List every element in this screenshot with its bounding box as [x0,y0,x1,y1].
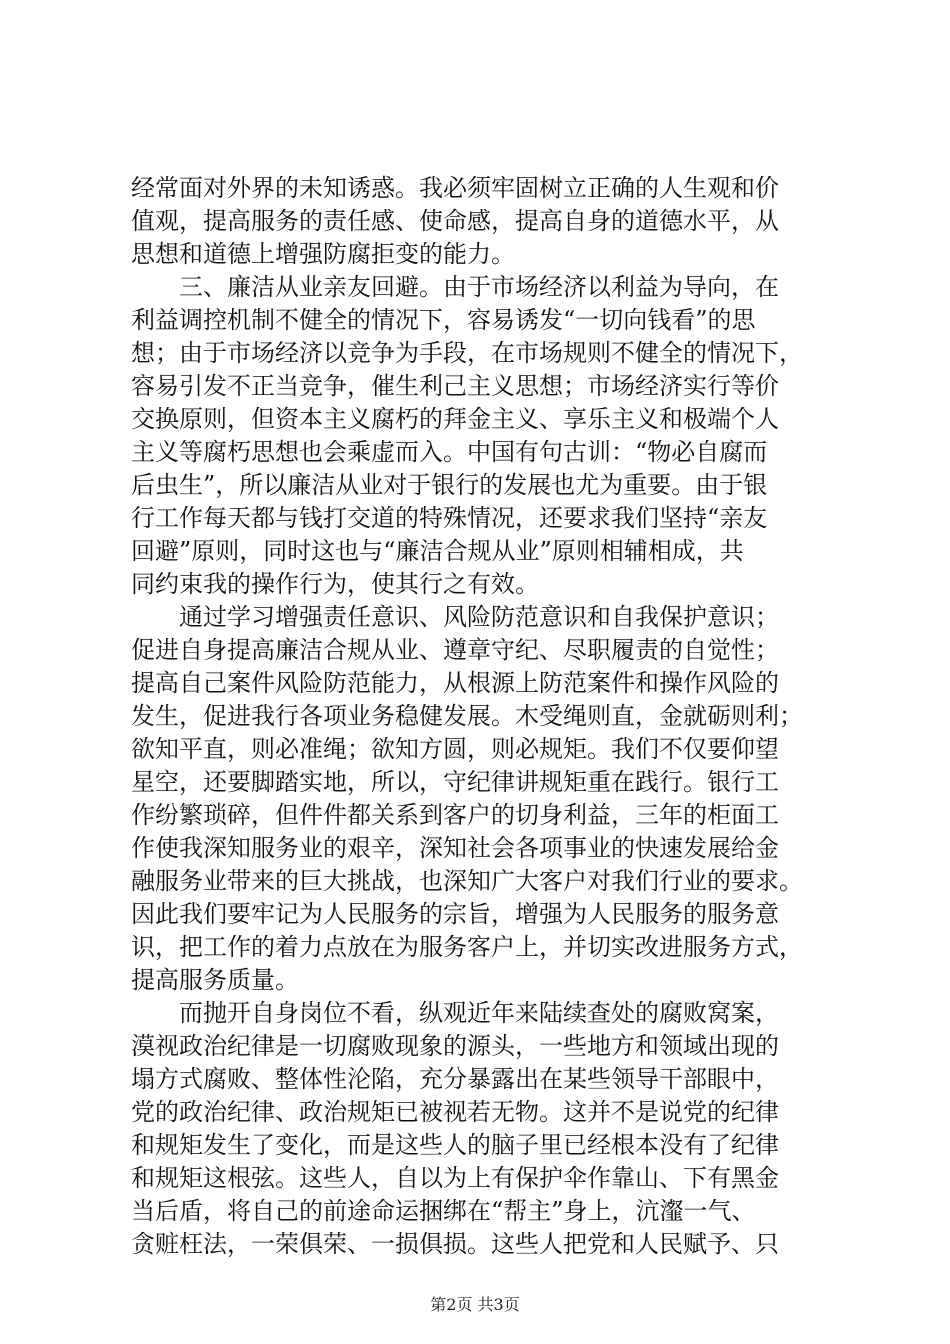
text-line: 通过学习增强责任意识、风险防范意识和自我保护意识； [131,603,779,631]
text-line: 党的政治纪律、政治规矩已被视若无物。这并不是说党的纪律 [131,1098,779,1126]
text-line: 当后盾，将自己的前途命运捆绑在“帮主”身上，沆瀣一气、 [131,1197,756,1225]
text-line: 识，把工作的着力点放在为服务客户上，并切实改进服务方式， [131,933,803,961]
text-line: 主义等腐朽思想也会乘虚而入。中国有句古训：“物必自腐而 [131,438,768,466]
text-line: 而抛开自身岗位不看，纵观近年来陆续查处的腐败窝案， [131,999,779,1027]
text-line: 作使我深知服务业的艰辛，深知社会各项事业的快速发展给金 [131,834,779,862]
text-line: 回避”原则，同时这也与“廉洁合规从业”原则相辅相成，共 [131,537,744,565]
text-line: 作纷繁琐碎，但件件都关系到客户的切身利益，三年的柜面工 [131,801,779,829]
text-line: 思想和道德上增强防腐拒变的能力。 [131,240,515,268]
text-line: 利益调控机制不健全的情况下，容易诱发“一切向钱看”的思 [131,306,756,334]
text-line: 后虫生”，所以廉洁从业对于银行的发展也尤为重要。由于银 [131,471,768,499]
text-line: 交换原则，但资本主义腐朽的拜金主义、享乐主义和极端个人 [131,405,779,433]
page-number-footer: 第2页 共3页 [430,1295,520,1314]
body-text [131,172,829,1261]
text-line: 行工作每天都与钱打交道的特殊情况，还要求我们坚持“亲友 [131,504,768,532]
text-line: 值观，提高服务的责任感、使命感，提高自身的道德水平，从 [131,207,779,235]
text-line: 漠视政治纪律是一切腐败现象的源头，一些地方和领域出现的 [131,1032,779,1060]
text-line: 提高服务质量。 [131,966,299,994]
text-line: 同约束我的操作行为，使其行之有效。 [131,570,539,598]
text-line: 想；由于市场经济以竞争为手段，在市场规则不健全的情况下， [131,339,803,367]
text-line: 融服务业带来的巨大挑战，也深知广大客户对我们行业的要求。 [131,867,803,895]
text-line: 星空，还要脚踏实地，所以，守纪律讲规矩重在践行。银行工 [131,768,779,796]
text-line: 容易引发不正当竞争，催生利己主义思想；市场经济实行等价 [131,372,779,400]
text-line: 因此我们要牢记为人民服务的宗旨，增强为人民服务的服务意 [131,900,779,928]
text-line: 经常面对外界的未知诱惑。我必须牢固树立正确的人生观和价 [131,174,779,202]
text-line: 发生，促进我行各项业务稳健发展。木受绳则直，金就砺则利； [131,702,803,730]
text-line: 三、廉洁从业亲友回避。由于市场经济以利益为导向，在 [131,273,779,301]
text-line: 塌方式腐败、整体性沦陷，充分暴露出在某些领导干部眼中， [131,1065,779,1093]
text-line: 促进自身提高廉洁合规从业、遵章守纪、尽职履责的自觉性； [131,636,779,664]
text-line: 贪赃枉法，一荣俱荣、一损俱损。这些人把党和人民赋予、只 [131,1230,779,1258]
text-line: 提高自己案件风险防范能力，从根源上防范案件和操作风险的 [131,669,779,697]
text-line: 和规矩这根弦。这些人，自以为上有保护伞作靠山、下有黑金 [131,1164,779,1192]
text-line: 欲知平直，则必准绳；欲知方圆，则必规矩。我们不仅要仰望 [131,735,779,763]
text-line: 和规矩发生了变化，而是这些人的脑子里已经根本没有了纪律 [131,1131,779,1159]
